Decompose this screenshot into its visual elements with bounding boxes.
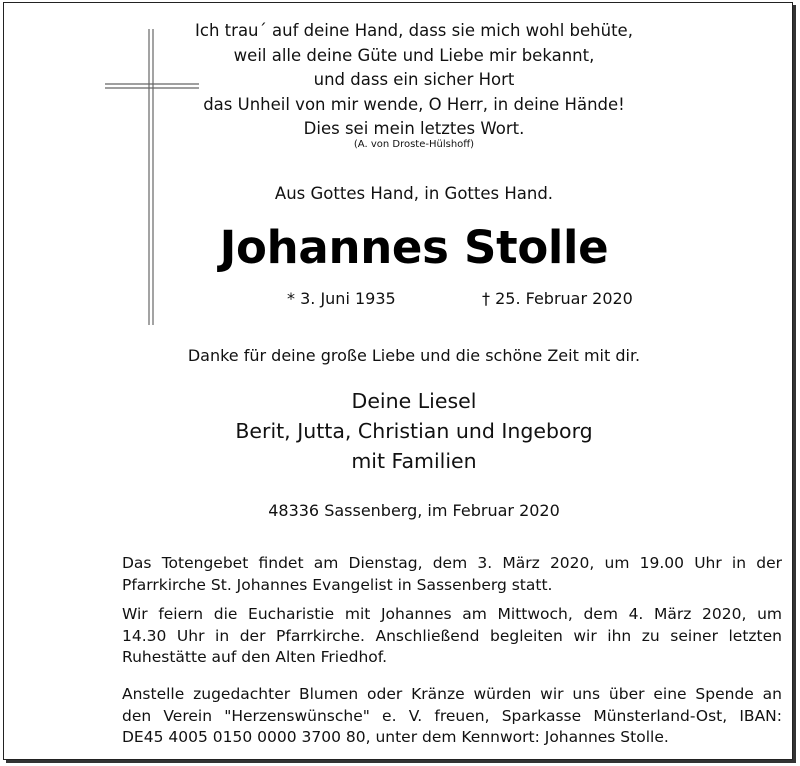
poem-line: und dass ein sicher Hort [313, 70, 515, 90]
poem-line: Ich trau´ auf deine Hand, dass sie mich wohl behüte, [195, 21, 633, 40]
mourner-line: Berit, Jutta, Christian und Ingeborg [235, 419, 593, 443]
info-line: 14.30 Uhr in der Pfarrkirche. Anschließend begleiten wir ihn zu seiner letzten [122, 626, 782, 645]
obituary-notice [3, 2, 793, 760]
birth-date: * 3. Juni 1935 [287, 289, 396, 308]
place-date: 48336 Sassenberg, im Februar 2020 [268, 501, 560, 520]
prayer-info [122, 553, 782, 596]
info-line: Wir feiern die Eucharistie mit Johannes am Mittwoch, dem 4. März 2020, um [122, 605, 782, 623]
mourner-line: mit Familien [351, 449, 477, 473]
donation-info [122, 684, 782, 749]
mourner-line: Deine Liesel [351, 389, 477, 413]
poem-line: weil alle deine Güte und Liebe mir bekannt, [233, 45, 595, 65]
info-line: Das Totengebet findet am Dienstag, dem 3. März 2020, um 19.00 Uhr in der [122, 554, 782, 572]
mass-info [122, 604, 782, 669]
info-line: DE45 4005 0150 0000 3700 80, unter dem Kennwort: Johannes Stolle. [122, 728, 669, 747]
poem-line: das Unheil von mir wende, O Herr, in deine Hände! [203, 94, 625, 114]
thanks-line: Danke für deine große Liebe und die schöne Zeit mit dir. [187, 346, 641, 365]
motto: Aus Gottes Hand, in Gottes Hand. [274, 184, 554, 203]
info-line: Pfarrkirche St. Johannes Evangelist in Sassenberg statt. [122, 575, 553, 594]
poem [114, 19, 714, 142]
info-line: den Verein "Herzenswünsche" e. V. freuen, Sparkasse Münsterland-Ost, IBAN: [122, 706, 782, 725]
poem-author: (A. von Droste-Hülshoff) [353, 139, 475, 150]
poem-line: Dies sei mein letztes Wort. [303, 119, 525, 139]
deceased-name: Johannes Stolle [219, 221, 609, 274]
mourners [114, 386, 714, 476]
death-date: † 25. Februar 2020 [482, 289, 633, 308]
info-line: Anstelle zugedachter Blumen oder Kränze würden wir uns über eine Spende an [122, 685, 782, 703]
info-line: Ruhestätte auf den Alten Friedhof. [122, 648, 388, 667]
